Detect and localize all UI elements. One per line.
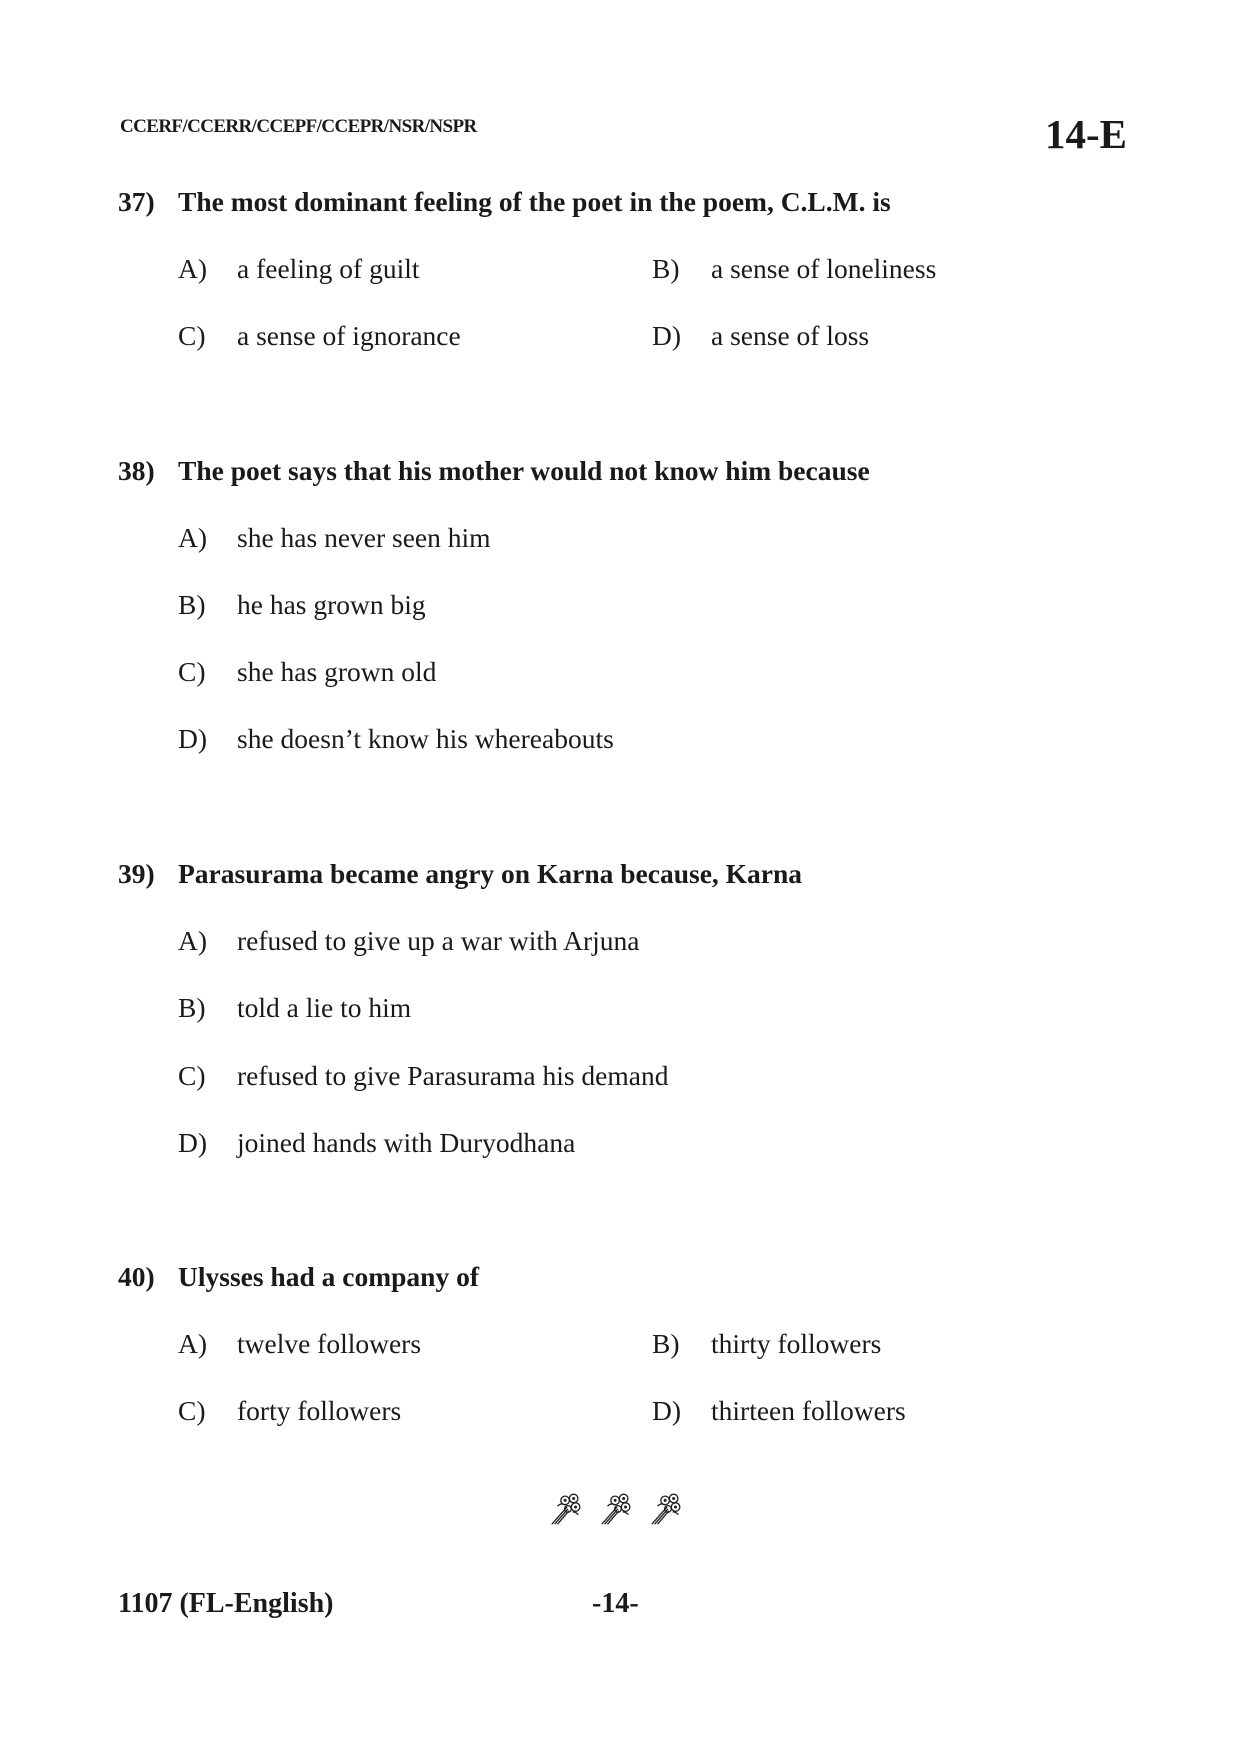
question-39 [118,858,802,890]
option-text: a sense of ignorance [237,320,461,351]
option-label: C) [178,320,206,351]
option-38-b [178,589,426,621]
option-text: refused to give up a war with Arjuna [237,925,640,956]
flower-bouquet-icon [548,1488,586,1528]
option-text: a sense of loneliness [711,253,937,284]
option-label: D) [178,723,208,754]
option-text: told a lie to him [237,992,412,1023]
option-label: B) [178,589,206,620]
option-39-a [178,925,639,957]
option-40-d [652,1395,906,1427]
flower-bouquet-icon [648,1488,686,1528]
option-text: thirty followers [711,1328,882,1359]
option-40-c [178,1395,401,1427]
option-text: joined hands with Duryodhana [237,1127,576,1158]
option-text: thirteen followers [711,1395,906,1426]
option-label: B) [652,1328,680,1359]
option-38-d [178,723,614,755]
option-label: A) [178,925,208,956]
set-code: 14-E [1045,111,1127,157]
option-40-b [652,1328,881,1360]
option-text: forty followers [237,1395,402,1426]
option-label: B) [652,253,680,284]
option-label: B) [178,992,206,1023]
option-text: he has grown big [237,589,426,620]
option-40-a [178,1328,421,1360]
question-number: 39) [118,858,155,889]
option-label: A) [178,1328,208,1359]
question-number: 37) [118,186,155,217]
question-number: 38) [118,455,155,486]
footer-paper-code: 1107 (FL-English) [118,1588,334,1619]
question-37 [118,186,891,218]
option-39-d [178,1127,575,1159]
end-ornaments [548,1488,698,1532]
paper-code-header: CCERF/CCERR/CCEPF/CCEPR/NSR/NSPR [120,116,477,137]
question-40 [118,1261,479,1293]
flower-bouquet-icon [598,1488,636,1528]
option-text: she has never seen him [237,522,491,553]
option-label: A) [178,253,208,284]
option-37-d [652,320,869,352]
question-text: The poet says that his mother would not know him because [178,455,870,486]
option-label: C) [178,656,206,687]
page-number: -14- [592,1588,639,1619]
option-label: C) [178,1060,206,1091]
option-label: D) [178,1127,208,1158]
option-label: C) [178,1395,206,1426]
question-text: The most dominant feeling of the poet in the poem, C.L.M. is [178,186,891,217]
option-39-b [178,992,411,1024]
option-37-c [178,320,461,352]
option-text: a sense of loss [711,320,870,351]
option-label: A) [178,522,208,553]
option-label: D) [652,1395,682,1426]
option-text: a feeling of guilt [237,253,420,284]
option-38-a [178,522,491,554]
question-text: Ulysses had a company of [178,1261,480,1292]
question-38 [118,455,870,487]
question-text: Parasurama became angry on Karna because, Karna [178,858,803,889]
option-37-b [652,253,936,285]
option-37-a [178,253,420,285]
option-label: D) [652,320,682,351]
option-39-c [178,1060,668,1092]
option-text: refused to give Parasurama his demand [237,1060,669,1091]
option-38-c [178,656,436,688]
question-number: 40) [118,1261,155,1292]
option-text: twelve followers [237,1328,422,1359]
option-text: she has grown old [237,656,437,687]
option-text: she doesn’t know his whereabouts [237,723,614,754]
